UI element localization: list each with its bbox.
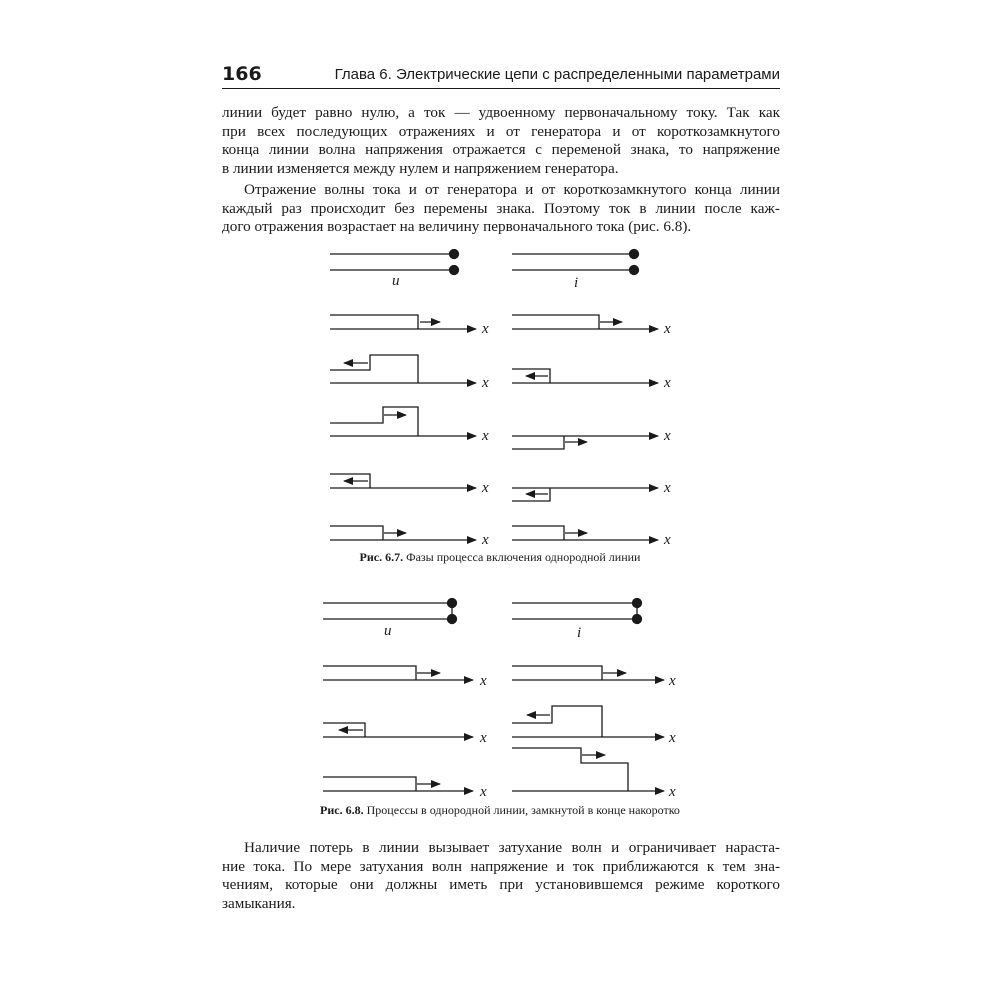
axis-x-label: x bbox=[669, 784, 676, 800]
caption-text: Фазы процесса включения однородной линии bbox=[406, 550, 641, 564]
line-schematic-u bbox=[323, 599, 457, 624]
paragraph-line: Наличие потерь в линии вызывает затухание волн и ограничивает нараста- bbox=[244, 839, 780, 856]
axis-x-label: x bbox=[669, 673, 676, 689]
voltage-state-3 bbox=[323, 777, 473, 791]
page-number: 166 bbox=[222, 63, 262, 85]
current-phase-2 bbox=[512, 369, 658, 383]
caption-label: Рис. 6.8. bbox=[320, 803, 364, 817]
label-i: i bbox=[574, 275, 579, 291]
axis-x-label: x bbox=[482, 375, 489, 391]
figure-6-7 bbox=[330, 250, 658, 541]
paragraph-line: при всех последующих отражениях и от генератора и от короткозамкнутого bbox=[222, 122, 780, 140]
current-phase-4 bbox=[512, 488, 658, 501]
paragraph-line: каждый раз происходит без перемены знака. Поэтому ток в линии после каж- bbox=[222, 199, 780, 217]
current-state-1 bbox=[512, 666, 664, 680]
label-u: u bbox=[384, 623, 392, 639]
axis-x-label: x bbox=[482, 428, 489, 444]
axis-x-label: x bbox=[664, 480, 671, 496]
axis-x-label: x bbox=[664, 321, 671, 337]
caption-label: Рис. 6.7. bbox=[359, 550, 404, 564]
label-u: u bbox=[392, 273, 400, 289]
figure-6-8 bbox=[323, 599, 664, 792]
label-i: i bbox=[577, 625, 582, 641]
voltage-phase-1 bbox=[330, 315, 476, 329]
voltage-state-1 bbox=[323, 666, 473, 680]
figure-caption-6-8 bbox=[0, 803, 1000, 818]
axis-x-label: x bbox=[482, 480, 489, 496]
paragraph-line: Отражение волны тока и от генератора и от короткозамкнутого конца линии bbox=[244, 181, 780, 198]
voltage-phase-3 bbox=[330, 407, 476, 436]
current-state-2 bbox=[512, 706, 664, 737]
figure-caption-6-7 bbox=[0, 550, 1000, 565]
current-phase-5 bbox=[512, 526, 658, 540]
voltage-state-2 bbox=[323, 723, 473, 737]
axis-x-label: x bbox=[480, 673, 487, 689]
paragraph-line: чениям, которые они должны иметь при установившемся режиме короткого bbox=[222, 876, 780, 893]
axis-x-label: x bbox=[664, 428, 671, 444]
axis-x-label: x bbox=[664, 532, 671, 548]
voltage-phase-2 bbox=[330, 355, 476, 383]
paragraph-line: ние тока. По мере затухания волн напряжение и ток приближаются к тем зна- bbox=[222, 857, 780, 875]
axis-x-label: x bbox=[482, 532, 489, 548]
axis-x-label: x bbox=[480, 784, 487, 800]
paragraph-line: дого отражения возрастает на величину первоначального тока (рис. 6.8). bbox=[222, 218, 692, 235]
paragraph-line: линии будет равно нулю, а ток — удвоенному первоначальному току. Так как bbox=[222, 104, 780, 121]
voltage-phase-4 bbox=[330, 474, 476, 488]
line-schematic-i bbox=[512, 250, 639, 275]
caption-text: Процессы в однородной линии, замкнутой в конце накоротко bbox=[366, 803, 680, 817]
paragraph-line: замыкания. bbox=[222, 894, 296, 912]
axis-x-label: x bbox=[480, 730, 487, 746]
chapter-title: Глава 6. Электрические цепи с распределенными параметрами bbox=[334, 66, 780, 83]
voltage-phase-5 bbox=[330, 526, 476, 540]
current-phase-3 bbox=[512, 436, 658, 449]
line-schematic-i bbox=[512, 599, 642, 624]
current-phase-1 bbox=[512, 315, 658, 329]
axis-x-label: x bbox=[664, 375, 671, 391]
current-state-3 bbox=[512, 748, 664, 791]
paragraph-line: конца линии волна напряжения отражается с переменой знака, то напряжение bbox=[222, 141, 780, 158]
paragraph-3 bbox=[222, 839, 780, 913]
axis-x-label: x bbox=[482, 321, 489, 337]
axis-x-label: x bbox=[669, 730, 676, 746]
line-schematic-u bbox=[330, 250, 459, 275]
paragraph-line: в линии изменяется между нулем и напряжением генератора. bbox=[222, 159, 619, 177]
